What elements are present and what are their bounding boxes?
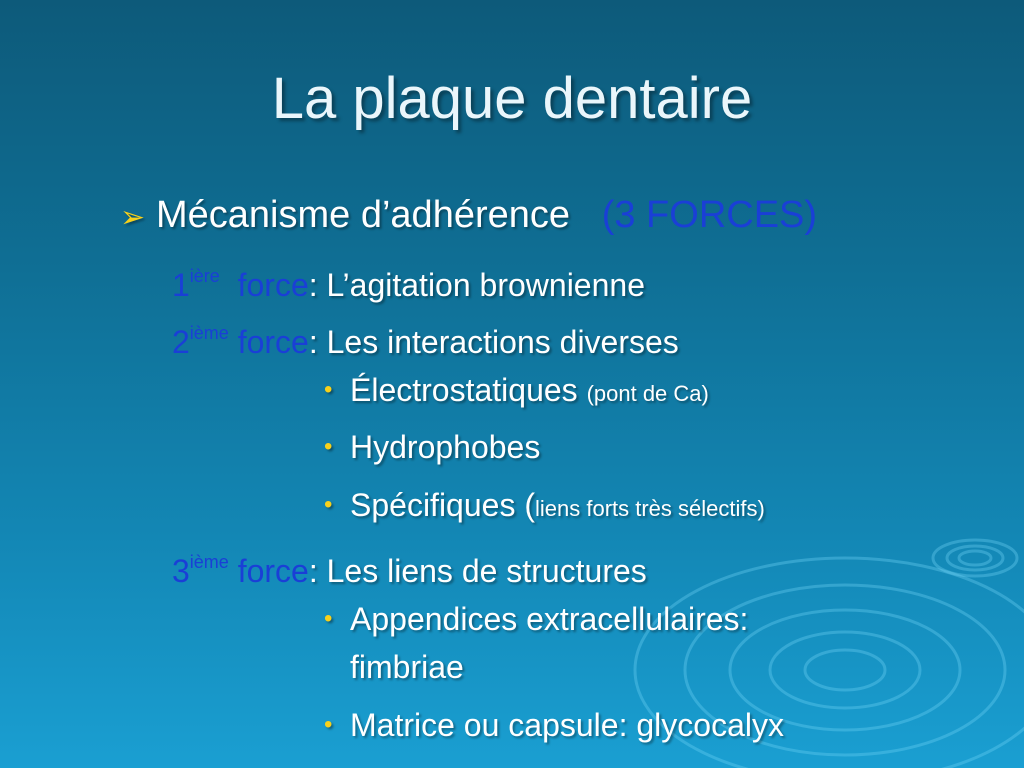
force-3-ordinal: ième: [189, 552, 229, 572]
forces-count: (3 FORCES): [601, 194, 818, 236]
item-main-text: Matrice ou capsule: glycocalyx: [350, 707, 784, 743]
force-2-text: : Les interactions diverses: [308, 324, 679, 360]
force-1-number: 1: [172, 267, 190, 303]
heading-text: Mécanisme d’adhérence: [156, 194, 571, 236]
heading-line: [120, 192, 817, 241]
dot-bullet-icon: •: [324, 605, 333, 632]
dot-bullet-icon: •: [324, 376, 333, 403]
list-item-electrostatiques: [324, 370, 709, 414]
item-note-text: (pont de Ca): [586, 381, 709, 406]
arrow-bullet-icon: ➢: [120, 201, 146, 234]
force-1-ordinal: ière: [189, 266, 220, 286]
list-item-appendices: [324, 599, 748, 639]
list-item-matrice: [324, 705, 784, 745]
list-item-hydrophobes: [324, 427, 540, 467]
item-note-text: liens forts très sélectifs): [534, 496, 765, 521]
force-3-line: [172, 542, 647, 591]
force-2-word: force: [237, 324, 309, 360]
slide-title: La plaque dentaire: [271, 66, 753, 131]
force-1-line: [172, 256, 645, 305]
force-3-text: : Les liens de structures: [308, 553, 647, 589]
force-3-word: force: [237, 553, 309, 589]
item-main-text: Appendices extracellulaires:: [350, 601, 749, 637]
dot-bullet-icon: •: [324, 433, 333, 460]
force-2-ordinal: ième: [189, 323, 229, 343]
dot-bullet-icon: •: [324, 711, 333, 738]
force-2-number: 2: [172, 324, 190, 360]
item-main-text: Électrostatiques: [350, 372, 587, 408]
force-1-word: force: [237, 267, 309, 303]
force-2-line: [172, 313, 679, 362]
list-item-appendices-continuation: fimbriae: [350, 649, 464, 685]
item-main-text: Spécifiques (: [350, 487, 535, 523]
item-main-text: Hydrophobes: [350, 429, 541, 465]
dot-bullet-icon: •: [324, 491, 333, 518]
list-item-specifiques: [324, 485, 765, 529]
force-1-text: : L’agitation brownienne: [308, 267, 645, 303]
force-3-number: 3: [172, 553, 190, 589]
